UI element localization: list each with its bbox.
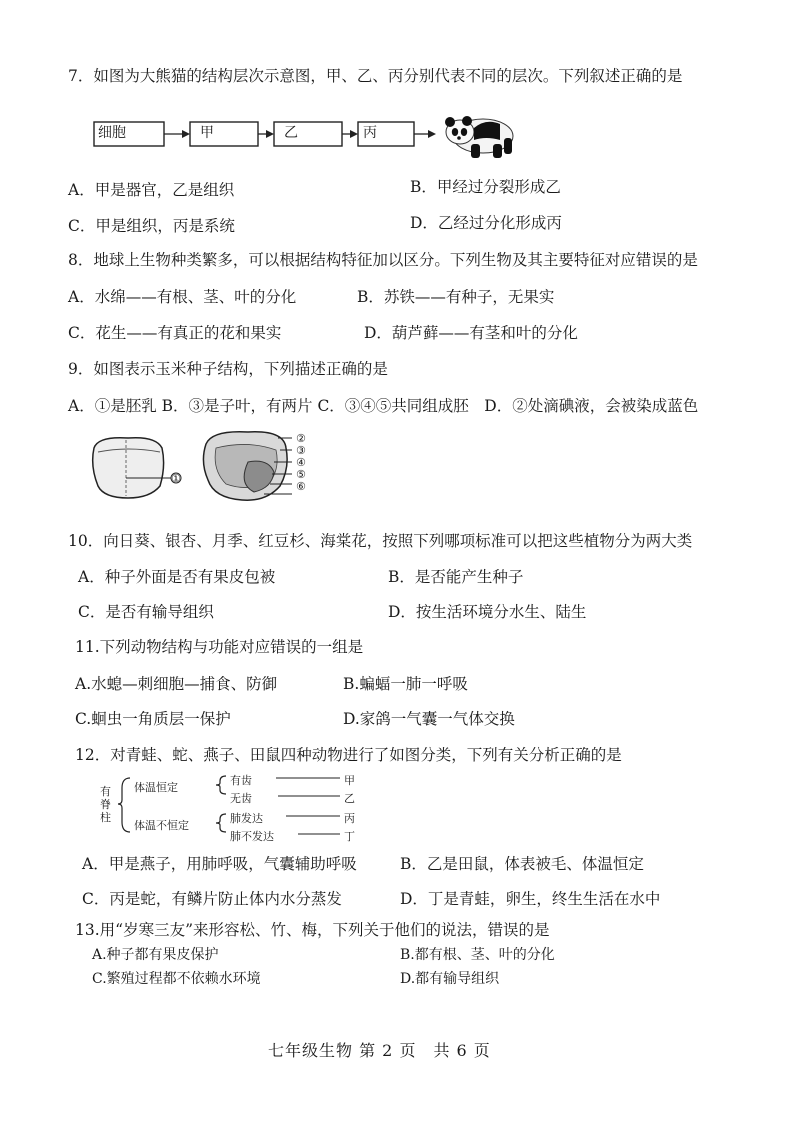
q8-option-b: B．苏铁——有种子，无果实 [357,288,555,306]
q12-leaf-3: 肺发达 [230,812,263,825]
q7-option-c: C．甲是组织，丙是系统 [68,217,235,235]
q12-option-d: D．丁是青蛙，卵生，终生生活在水中 [400,890,661,908]
q9-corn-seed-diagram [88,428,328,504]
q11-option-d: D.家鸽一气囊一气体交换 [343,710,515,728]
q9-stem: 9．如图表示玉米种子结构，下列描述正确的是 [68,360,388,378]
q13-option-a: A.种子都有果皮保护 [92,947,219,963]
q7-flow-diagram [90,116,520,162]
q9-label-2: ② [296,432,306,445]
panda-image [445,116,513,158]
q7-flow-bing: 丙 [363,125,377,141]
q10-stem: 10．向日葵、银杏、月季、红豆杉、海棠花，按照下列哪项标准可以把这些植物分为两大类 [68,532,693,550]
q12-root-1: 有 [100,785,111,798]
q11-option-a: A.水螅—刺细胞—捕食、防御 [75,675,278,693]
q12-branch-a: 体温恒定 [134,781,178,794]
q9-label-6: ⑥ [296,480,306,493]
q13-stem: 13.用“岁寒三友”来形容松、竹、梅，下列关于他们的说法，错误的是 [75,921,550,939]
q9-label-4: ④ [296,456,306,469]
q10-option-c: C．是否有输导组织 [78,603,214,621]
q8-option-d: D．葫芦藓——有茎和叶的分化 [364,324,578,342]
q7-flow-jia: 甲 [200,125,214,141]
q12-leaf-1: 有齿 [230,774,252,787]
q13-option-c: C.繁殖过程都不依赖水环境 [92,971,261,987]
q12-result-3: 丙 [344,812,355,825]
q12-root-2: 脊 [100,798,111,811]
q10-option-a: A．种子外面是否有果皮包被 [78,568,276,586]
q12-option-a: A．甲是燕子，用肺呼吸，气囊辅助呼吸 [82,855,357,873]
page-footer: 七年级生物 第 2 页 共 6 页 [268,1041,491,1060]
q13-option-d: D.都有输导组织 [400,971,500,987]
q9-label-3: ③ [296,444,306,457]
q12-leaf-4: 肺不发达 [230,830,274,843]
q8-stem: 8．地球上生物种类繁多，可以根据结构特征加以区分。下列生物及其主要特征对应错误的是 [68,251,698,269]
q12-root-3: 柱 [100,811,111,824]
q12-stem: 12．对青蛙、蛇、燕子、田鼠四种动物进行了如图分类，下列有关分析正确的是 [75,746,622,764]
q12-result-1: 甲 [344,774,355,787]
q12-leaf-2: 无齿 [230,792,252,805]
q9-label-5: ⑤ [296,468,306,481]
q12-option-b: B．乙是田鼠，体表被毛、体温恒定 [400,855,644,873]
q11-option-b: B.蝙蝠一肺一呼吸 [343,675,468,693]
q7-stem: 7．如图为大熊猫的结构层次示意图，甲、乙、丙分别代表不同的层次。下列叙述正确的是 [68,67,683,85]
q12-option-c: C．丙是蛇，有鳞片防止体内水分蒸发 [82,890,342,908]
q7-flow-cell: 细胞 [98,125,126,141]
q7-option-b: B．甲经过分裂形成乙 [410,178,561,196]
q12-result-2: 乙 [344,792,355,805]
q10-option-b: B．是否能产生种子 [388,568,524,586]
q12-result-4: 丁 [344,830,355,843]
q8-option-c: C．花生——有真正的花和果实 [68,324,282,342]
q7-option-d: D．乙经过分化形成丙 [410,214,562,232]
q11-option-c: C.蛔虫一角质层一保护 [75,710,231,728]
q9-options: A．①是胚乳 B．③是子叶，有两片 C．③④⑤共同组成胚 D．②处滴碘液，会被染成蓝色 [68,397,699,415]
q11-stem: 11.下列动物结构与功能对应错误的一组是 [75,638,364,656]
q12-branch-b: 体温不恒定 [134,819,189,832]
q13-option-b: B.都有根、茎、叶的分化 [400,947,555,963]
q8-option-a: A．水绵——有根、茎、叶的分化 [68,288,297,306]
q9-label-1: ① [171,472,181,485]
q10-option-d: D．按生活环境分水生、陆生 [388,603,587,621]
q7-option-a: A．甲是器官，乙是组织 [68,181,235,199]
q7-flow-yi: 乙 [284,125,298,141]
